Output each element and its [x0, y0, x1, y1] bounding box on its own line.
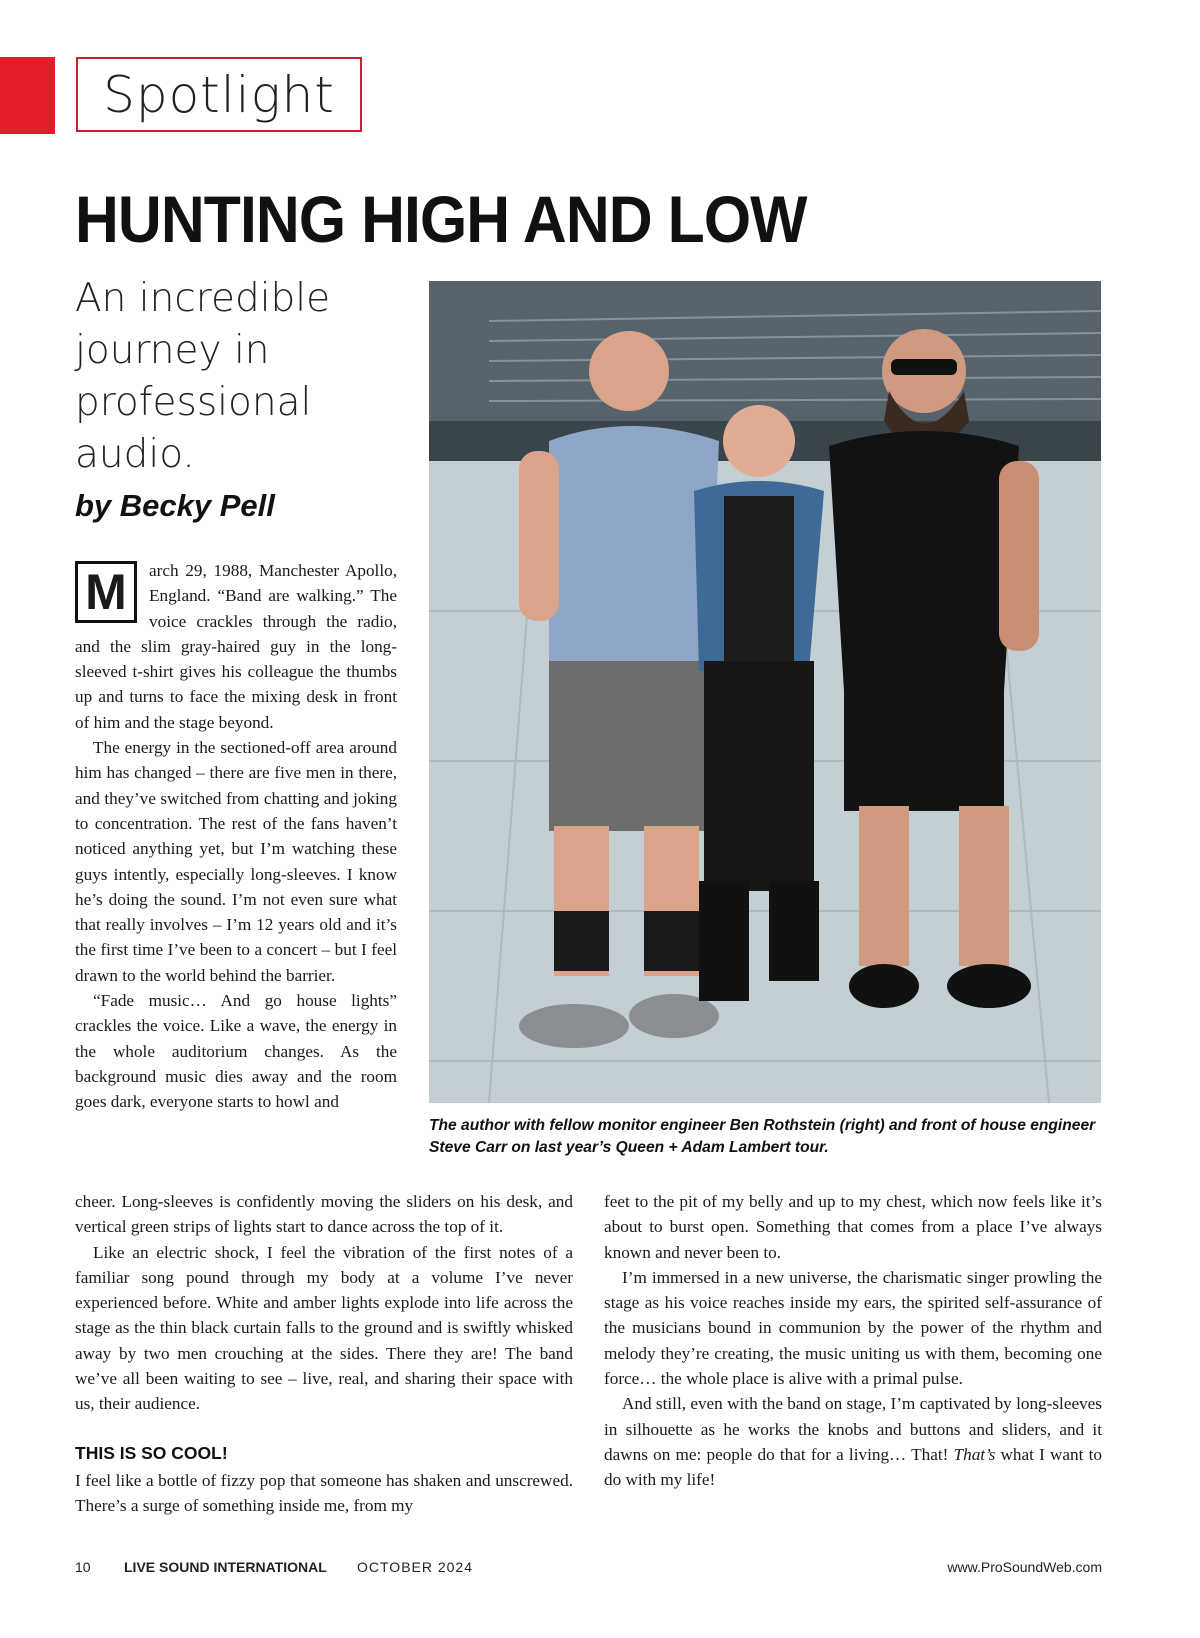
paragraph-7-text-a: And still, even with the band on stage, I’m captivated by long-sleeves in silhouette as he works the knobs and buttons and sliders, and it dawns on me: people do that for a living… That! [604, 1394, 1102, 1464]
paragraph-7-emphasis: That’s [953, 1444, 996, 1464]
paragraph-1: arch 29, 1988, Manchester Apollo, England. “Band are walking.” The voice crackles through the radio, and the slim gray-haired guy in the long-sleeved t-shirt gives his colleague the thumbs up and turns to face the mixing desk in front of him and the stage beyond. [75, 561, 397, 732]
article-subhead: THIS IS SO COOL! [75, 1442, 228, 1463]
paragraph-3-start: “Fade music… And go house lights” crackles the voice. Like a wave, the energy in the whole auditorium changes. As the background music dies away and the room goes dark, everyone starts to howl and [75, 991, 397, 1112]
page-number: 10 [75, 1559, 91, 1575]
paragraph-5-start: I feel like a bottle of fizzy pop that someone has shaken and unscrewed. There’s a surge of something inside me, from my [75, 1470, 573, 1515]
article-photo [429, 281, 1101, 1103]
section-label-box [76, 57, 362, 132]
photo-illustration [429, 281, 1101, 1103]
magazine-name: LIVE SOUND INTERNATIONAL [124, 1559, 327, 1575]
paragraph-3-end: cheer. Long-sleeves is confidently moving the sliders on his desk, and vertical green strips of lights start to dance across the top of it. [75, 1192, 573, 1237]
section-label: Spotlight [103, 65, 335, 124]
body-column-right [604, 1189, 1102, 1493]
body-column-left [75, 1189, 573, 1518]
paragraph-5-end: feet to the pit of my belly and up to my chest, which now feels like it’s about to burst open. Something that comes from a place I’ve always known and never been to. [604, 1192, 1102, 1262]
page-footer [75, 1559, 1102, 1579]
photo-caption: The author with fellow monitor engineer Ben Rothstein (right) and front of house engineer Steve Carr on last year’s Queen + Adam Lambert tour. [429, 1117, 1096, 1156]
paragraph-7-text-b: what I want to do with my life! [604, 1444, 1102, 1490]
paragraph-2: The energy in the sectioned-off area around him has changed – there are five men in there, and they’ve switched from chatting and joking to concentration. The rest of the fans haven’t noticed anything yet, but I’m watching these guys intently, especially long-sleeves. I know he’s doing the sound. I’m not even sure what that really involves – I’m 12 years old and it’s the first time I’ve been to a concert – but I feel drawn to the world behind the barrier. [75, 738, 397, 985]
article-byline: by Becky Pell [75, 488, 275, 523]
issue-date: OCTOBER 2024 [357, 1559, 474, 1575]
drop-cap: M [75, 561, 137, 623]
website-url: www.ProSoundWeb.com [947, 1559, 1102, 1575]
paragraph-4: Like an electric shock, I feel the vibration of the first notes of a familiar song pound through my body at a volume I’ve never experienced before. White and amber lights explode into life across the stage as the thin black curtain falls to the ground and is swiftly whisked away by two men crouching at the sides. There they are! The band we’ve all been waiting to see – live, real, and sharing their space with us, their audience. [75, 1242, 573, 1414]
paragraph-7 [604, 1391, 1102, 1492]
article-headline: HUNTING HIGH AND LOW [75, 182, 807, 256]
section-accent-bar [0, 57, 55, 134]
paragraph-6: I’m immersed in a new universe, the charismatic singer prowling the stage as his voice reaches inside my ears, the spirited self-assurance of the musicians bound in communion by the power of the rhythm and melody they’re creating, the music uniting us with them, becoming one force… the whole place is alive with a primal pulse. [604, 1267, 1102, 1389]
article-deck: An incredible journey in professional audio. [75, 276, 331, 477]
body-column-narrow [75, 558, 397, 1115]
